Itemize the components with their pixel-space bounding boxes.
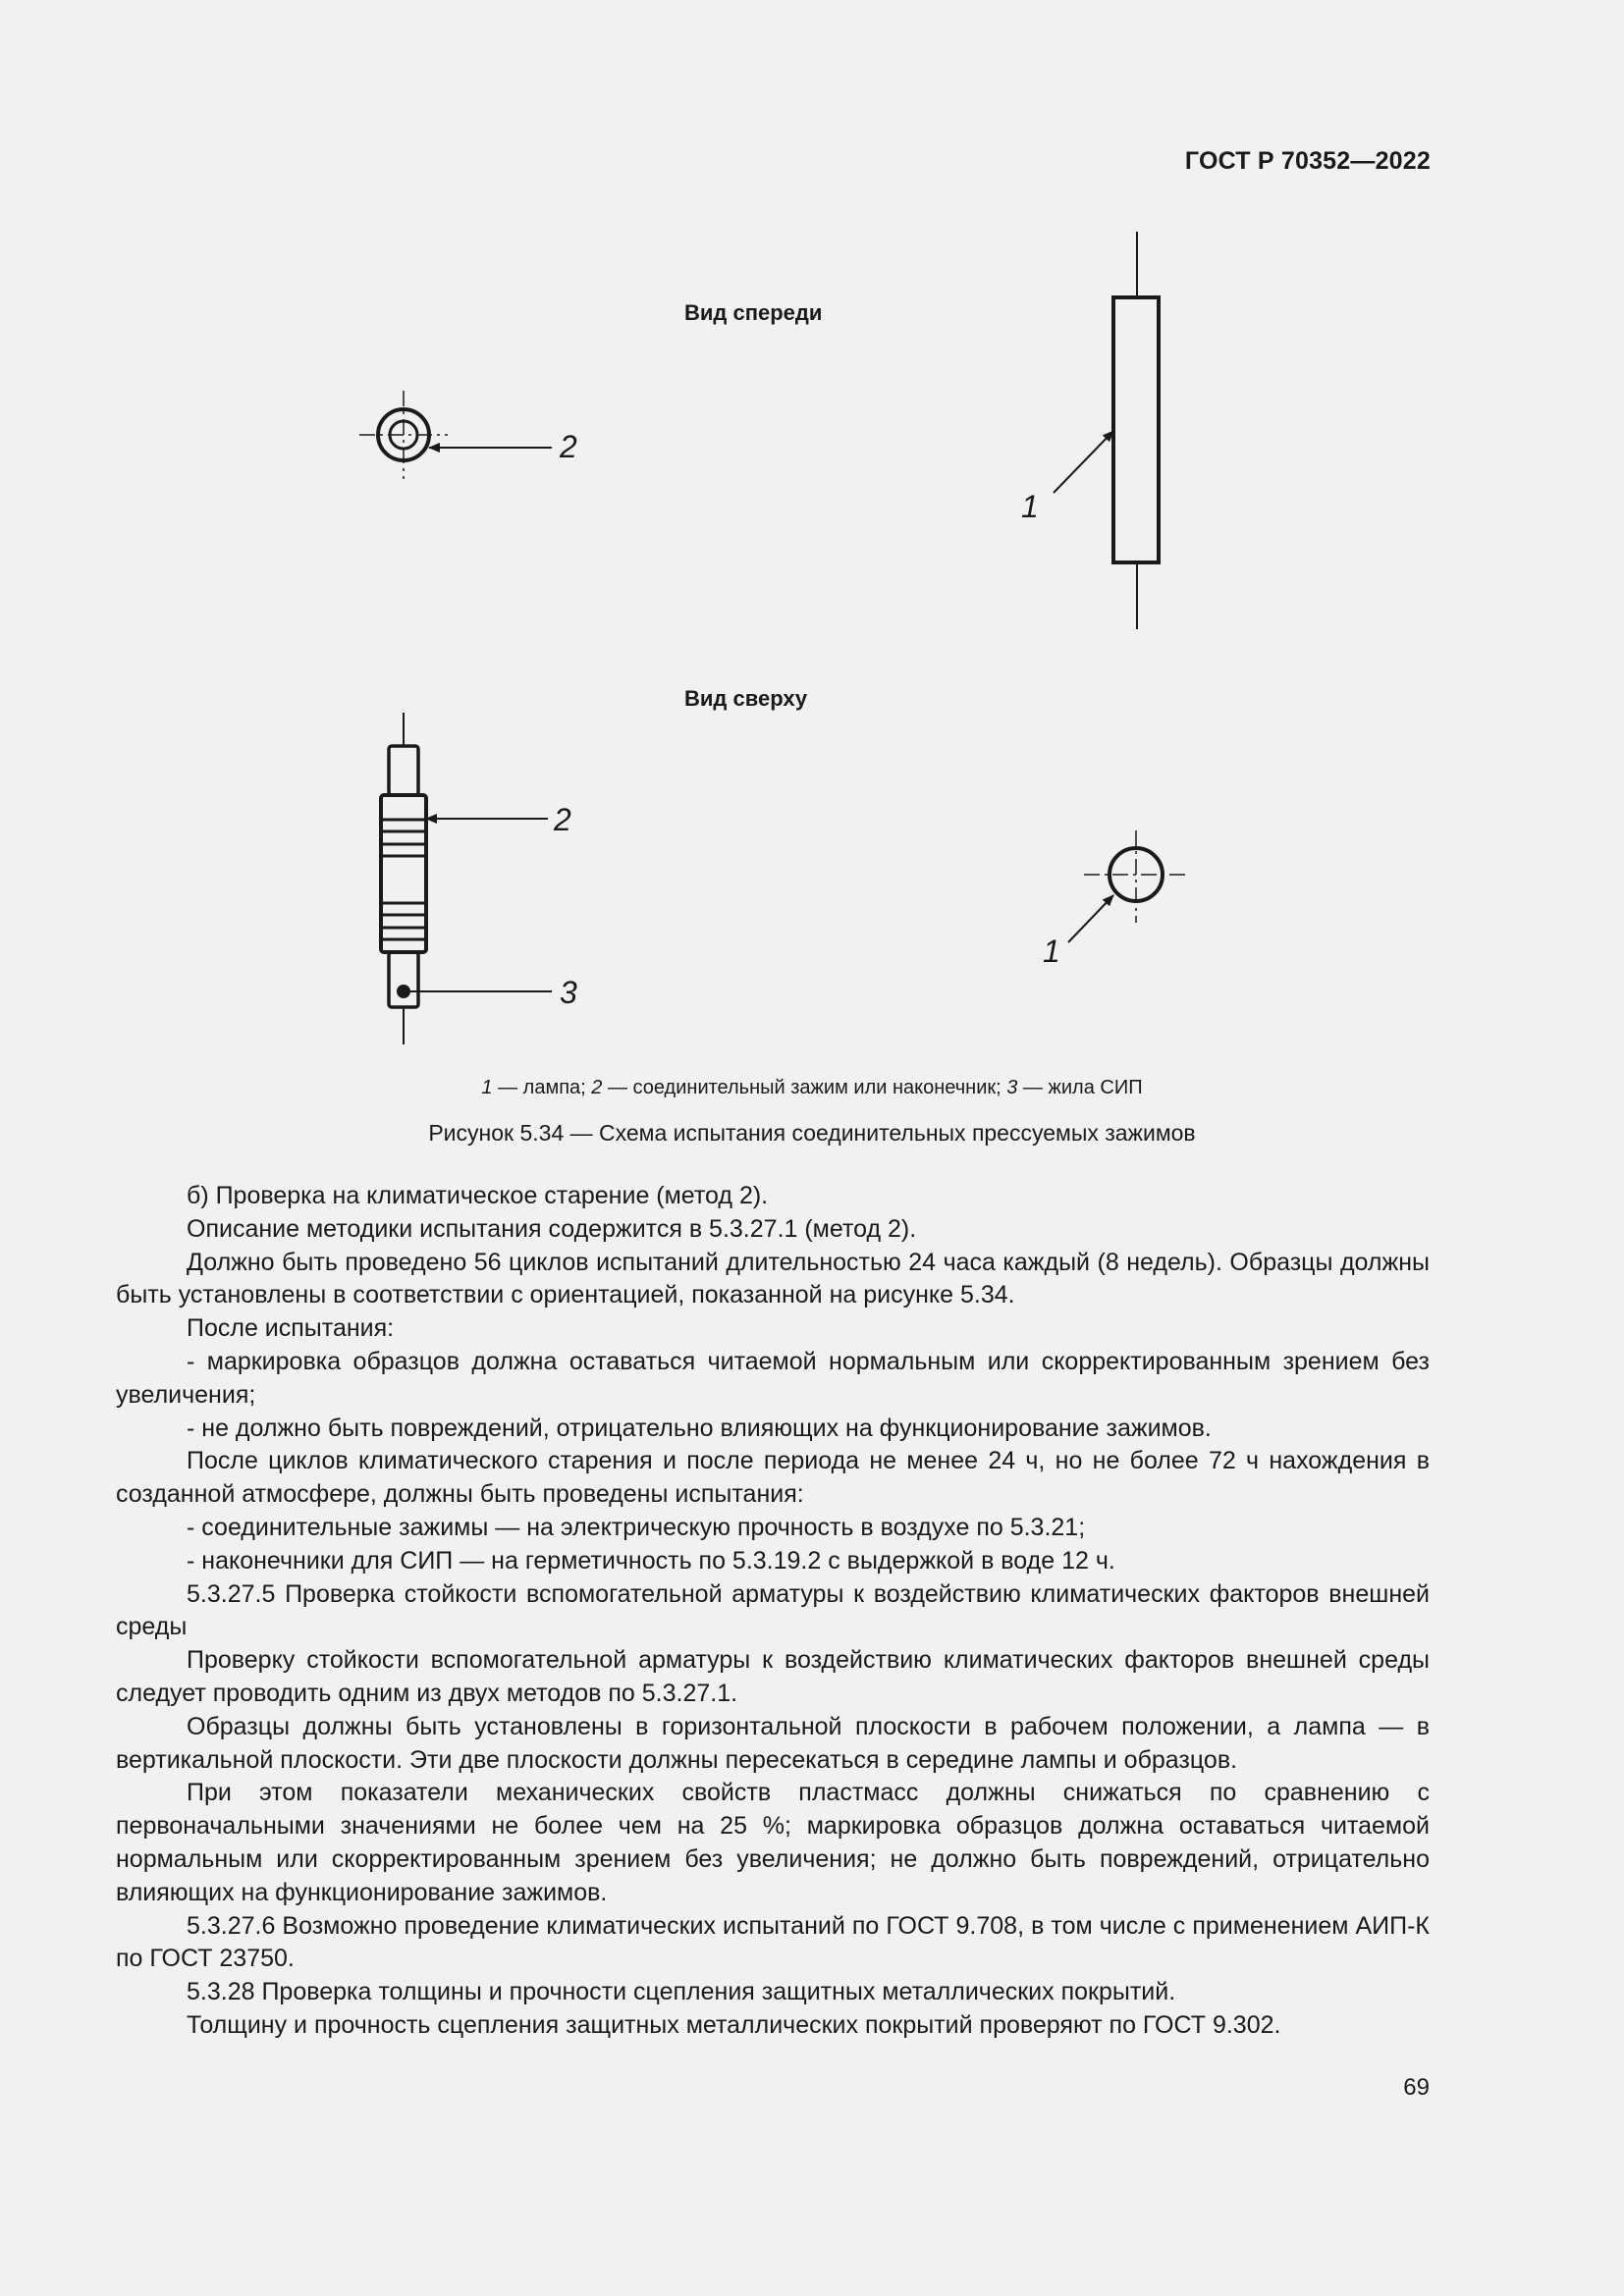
figure-caption: Рисунок 5.34 — Схема испытания соединительных прессуемых зажимов [428,1120,1196,1146]
paragraph: При этом показатели механических свойств пластмасс должны снижаться по сравнению с первоначальными значениями не более чем на 25 %; маркировка образцов должна оставаться читаемой нормальным или скорректированным зрением без увеличения; не должно быть повреждений, отрицательно влияющих на функционирование зажимов. [116,1779,1430,1906]
list-item: - маркировка образцов должна оставаться читаемой нормальным или скорректированным зрением без увеличения; [116,1347,1430,1409]
legend-number-3: 3 [1006,1077,1018,1098]
front-view-lamp [1113,232,1159,629]
legend-text-2: — соединительный зажим или наконечник; [602,1077,1007,1098]
body-text [116,1180,1430,2043]
section-heading: 5.3.28 Проверка толщины и прочности сцепления защитных металлических покрытий. [187,1978,1176,2006]
front-view-label: Вид спереди [684,300,823,325]
front-lamp-leader [1054,431,1113,493]
top-lamp-callout: 1 [1043,934,1060,969]
paragraph: После циклов климатического старения и после периода не менее 24 ч, но не более 72 ч нахождения в созданной атмосфере, должны быть проведены испытания: [116,1447,1430,1509]
test-scheme-figure [0,0,1624,1070]
paragraph: б) Проверка на климатическое старение (метод 2). [187,1182,769,1209]
section-heading: 5.3.27.5 Проверка стойкости вспомогательной арматуры к воздействию климатических факторов внешней среды [116,1579,1430,1641]
paragraph: Должно быть проведено 56 циклов испытаний длительностью 24 часа каждый (8 недель). Образцы должны быть установлены в соответствии с ориентацией, показанной на рисунке 5.34. [116,1248,1430,1309]
top-lamp-leader [1068,895,1113,942]
paragraph: После испытания: [187,1314,395,1343]
top-view-clamp [381,713,426,1044]
legend-number-2: 2 [591,1077,603,1098]
legend-text-3: — жила СИП [1017,1077,1143,1098]
list-item: - наконечники для СИП — на герметичность по 5.3.19.2 с выдержкой в воде 12 ч. [187,1546,1115,1575]
legend-number-1: 1 [481,1077,493,1098]
page-number: 69 [1403,2074,1430,2101]
figure-legend [0,1077,1624,1099]
legend-text-1: — лампа; [492,1077,592,1098]
list-item: - соединительные зажимы — на электрическую прочность в воздухе по 5.3.21; [187,1513,1086,1541]
list-item: - не должно быть повреждений, отрицательно влияющих на функционирование зажимов. [187,1414,1212,1442]
paragraph: Толщину и прочность сцепления защитных металлических покрытий проверяют по ГОСТ 9.302. [187,2010,1281,2039]
front-view-clamp-section [359,391,448,479]
document-code: ГОСТ Р 70352—2022 [1184,147,1431,175]
top-view-label: Вид сверху [684,686,808,711]
front-clamp-callout: 2 [560,429,577,464]
paragraph: Проверку стойкости вспомогательной арматуры к воздействию климатических факторов внешней среды следует проводить одним из двух методов по 5.3.27.1. [116,1646,1430,1707]
paragraph: 5.3.27.6 Возможно проведение климатических испытаний по ГОСТ 9.708, в том числе с применением АИП-К по ГОСТ 23750. [116,1911,1430,1973]
top-core-callout: 3 [560,975,577,1010]
paragraph: Описание методики испытания содержится в 5.3.27.1 (метод 2). [187,1214,917,1243]
top-clamp-callout: 2 [554,802,571,837]
front-lamp-callout: 1 [1021,489,1039,524]
paragraph: Образцы должны быть установлены в горизонтальной плоскости в рабочем положении, а лампа — в вертикальной плоскости. Эти две плоскости должны пересекаться в середине лампы и образцов. [116,1712,1430,1774]
